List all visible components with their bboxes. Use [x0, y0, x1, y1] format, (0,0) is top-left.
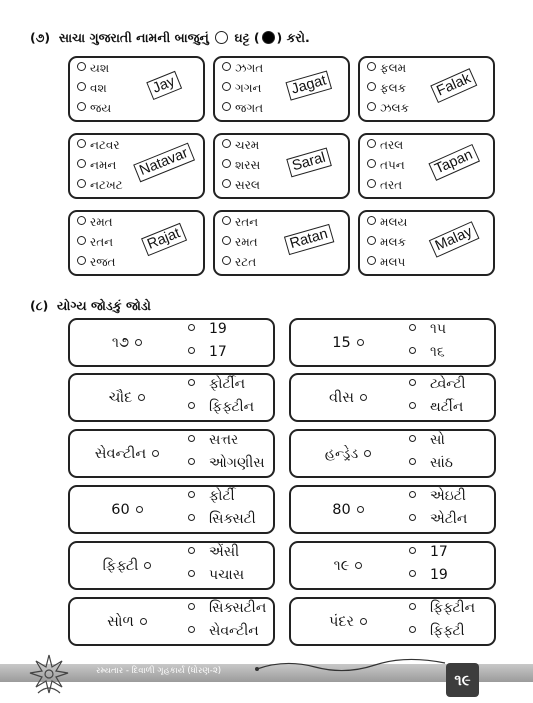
- match-right-label: સાંઠ: [430, 455, 453, 471]
- option-choice[interactable]: [77, 81, 107, 96]
- match-right-item[interactable]: [409, 399, 463, 415]
- option-choice[interactable]: [367, 215, 407, 230]
- match-right-label: ફિફ્ટી: [430, 623, 465, 639]
- radio-circle-icon[interactable]: [367, 159, 376, 168]
- match-dot-icon[interactable]: [355, 562, 362, 569]
- radio-circle-icon[interactable]: [222, 102, 231, 111]
- match-dot-icon[interactable]: [188, 402, 195, 409]
- match-box: [289, 318, 496, 367]
- match-left-label: વીસ: [329, 389, 354, 406]
- radio-circle-icon[interactable]: [77, 62, 86, 71]
- match-right-item[interactable]: [188, 376, 245, 392]
- option-label: ફલક: [380, 81, 407, 95]
- match-dot-icon[interactable]: [409, 626, 416, 633]
- match-dot-icon[interactable]: [360, 394, 367, 401]
- footer-text: રમ્યતાર - દિવાળી ગૃહકાર્ય (ધોરણ-૨): [96, 666, 222, 676]
- match-right-label: 17: [430, 544, 448, 560]
- radio-circle-icon[interactable]: [367, 82, 376, 91]
- match-left-item[interactable]: [297, 320, 399, 365]
- match-dot-icon[interactable]: [144, 562, 151, 569]
- option-label: વશ: [90, 81, 107, 95]
- option-box: [68, 133, 205, 199]
- radio-circle-icon[interactable]: [77, 256, 86, 265]
- match-right-item[interactable]: [188, 399, 254, 415]
- option-label: ઝગત: [235, 61, 264, 75]
- radio-circle-icon[interactable]: [77, 179, 86, 188]
- match-right-item[interactable]: [409, 623, 465, 639]
- radio-circle-icon[interactable]: [367, 236, 376, 245]
- option-label: તરત: [380, 178, 403, 192]
- english-name-tag: Jay: [146, 71, 181, 100]
- option-choice[interactable]: [222, 255, 256, 270]
- option-choice[interactable]: [77, 158, 116, 173]
- match-right-label: ટ્વેન્ટી: [430, 376, 466, 392]
- option-choice[interactable]: [77, 61, 109, 76]
- option-choice[interactable]: [367, 255, 405, 270]
- match-right-label: એઇટી: [430, 488, 466, 504]
- match-dot-icon[interactable]: [409, 570, 416, 577]
- q8-text: યોગ્ય જોડકું જોડો: [57, 298, 151, 313]
- option-choice[interactable]: [367, 158, 405, 173]
- match-left-item[interactable]: [297, 599, 399, 644]
- match-right-item[interactable]: [188, 455, 265, 471]
- page-number: ૧૯: [446, 663, 479, 697]
- option-choice[interactable]: [367, 178, 402, 193]
- match-left-label: 80: [332, 501, 351, 518]
- option-label: નટવર: [90, 138, 120, 152]
- radio-circle-icon[interactable]: [367, 62, 376, 71]
- option-choice[interactable]: [222, 178, 260, 193]
- match-right-label: સિક્સટીન: [209, 600, 267, 616]
- option-label: રમત: [90, 215, 113, 229]
- option-box: [358, 210, 495, 276]
- radio-circle-icon[interactable]: [367, 216, 376, 225]
- match-dot-icon[interactable]: [188, 570, 195, 577]
- match-right-label: થર્ટીન: [430, 399, 464, 415]
- empty-circle-icon: [215, 31, 228, 44]
- radio-circle-icon[interactable]: [367, 139, 376, 148]
- option-choice[interactable]: [77, 215, 113, 230]
- option-label: રતન: [90, 235, 114, 249]
- option-box: [213, 56, 350, 122]
- q8-instruction: [30, 298, 151, 314]
- option-choice[interactable]: [77, 255, 116, 270]
- option-choice[interactable]: [77, 178, 123, 193]
- match-right-item[interactable]: [409, 455, 453, 471]
- option-label: ફલમ: [380, 61, 407, 75]
- match-left-item[interactable]: [76, 543, 178, 588]
- match-right-item[interactable]: [188, 344, 227, 360]
- option-label: ઝલક: [380, 101, 409, 115]
- match-dot-icon[interactable]: [140, 618, 147, 625]
- match-dot-icon[interactable]: [409, 547, 416, 554]
- radio-circle-icon[interactable]: [222, 216, 231, 225]
- match-left-label: ૧૭: [111, 334, 130, 351]
- match-box: [289, 485, 496, 534]
- diwali-logo-icon: [28, 653, 70, 699]
- match-box: [289, 373, 496, 422]
- option-choice[interactable]: [77, 101, 111, 116]
- match-dot-icon[interactable]: [409, 379, 416, 386]
- match-right-item[interactable]: [409, 567, 448, 583]
- match-right-item[interactable]: [409, 321, 446, 337]
- match-left-label: સોળ: [107, 613, 134, 630]
- match-dot-icon[interactable]: [188, 626, 195, 633]
- match-dot-icon[interactable]: [188, 347, 195, 354]
- option-label: રટત: [235, 255, 257, 269]
- option-label: ગગન: [235, 81, 262, 95]
- match-right-label: 19: [430, 567, 448, 583]
- match-dot-icon[interactable]: [409, 603, 416, 610]
- match-left-item[interactable]: [76, 599, 178, 644]
- radio-circle-icon[interactable]: [222, 139, 231, 148]
- match-right-label: સત્તર: [209, 432, 239, 448]
- match-right-item[interactable]: [409, 432, 445, 448]
- match-box: [68, 541, 275, 590]
- option-label: રજત: [90, 255, 116, 269]
- option-label: જગત: [235, 101, 264, 115]
- option-choice[interactable]: [367, 138, 403, 153]
- match-right-item[interactable]: [409, 511, 467, 527]
- match-dot-icon[interactable]: [188, 514, 195, 521]
- match-left-label: ૧૯: [333, 557, 350, 574]
- match-dot-icon[interactable]: [188, 458, 195, 465]
- match-right-label: ઓગણીસ: [209, 455, 265, 471]
- option-choice[interactable]: [77, 235, 113, 250]
- match-dot-icon[interactable]: [188, 435, 195, 442]
- option-label: શરસ: [235, 158, 261, 172]
- match-right-label: ફિફ્ટીન: [209, 399, 255, 415]
- option-label: રતન: [235, 215, 259, 229]
- option-box: [213, 133, 350, 199]
- match-dot-icon[interactable]: [188, 324, 195, 331]
- match-dot-icon[interactable]: [152, 450, 159, 457]
- option-choice[interactable]: [222, 138, 259, 153]
- match-right-label: ૧૬: [430, 344, 445, 360]
- match-dot-icon[interactable]: [360, 618, 367, 625]
- radio-circle-icon[interactable]: [367, 256, 376, 265]
- english-name-tag: Jagat: [285, 70, 332, 100]
- option-choice[interactable]: [367, 235, 406, 250]
- q7-text-end: ) કરો.: [276, 30, 310, 45]
- match-right-item[interactable]: [188, 488, 235, 504]
- match-dot-icon[interactable]: [188, 379, 195, 386]
- option-label: યશ: [90, 61, 110, 75]
- match-right-label: ફોર્ટીન: [209, 376, 246, 392]
- match-right-item[interactable]: [188, 544, 239, 560]
- match-dot-icon[interactable]: [136, 506, 143, 513]
- radio-circle-icon[interactable]: [222, 256, 231, 265]
- option-choice[interactable]: [367, 101, 409, 116]
- match-dot-icon[interactable]: [357, 339, 364, 346]
- match-dot-icon[interactable]: [409, 491, 416, 498]
- match-dot-icon[interactable]: [357, 506, 364, 513]
- match-left-item[interactable]: [297, 487, 399, 532]
- radio-circle-icon[interactable]: [367, 179, 376, 188]
- filled-circle-icon: [262, 31, 275, 44]
- match-box: [289, 597, 496, 646]
- radio-circle-icon[interactable]: [222, 159, 231, 168]
- match-right-label: 17: [209, 344, 227, 360]
- option-box: [358, 56, 495, 122]
- match-right-label: સેવન્ટીન: [209, 623, 259, 639]
- radio-circle-icon[interactable]: [77, 139, 86, 148]
- match-right-label: એંસી: [209, 544, 240, 560]
- option-label: ચરમ: [235, 138, 260, 152]
- option-choice[interactable]: [222, 61, 263, 76]
- match-right-item[interactable]: [188, 432, 238, 448]
- radio-circle-icon[interactable]: [222, 236, 231, 245]
- option-choice[interactable]: [367, 81, 406, 96]
- q7-instruction: [30, 30, 310, 46]
- option-box: [68, 210, 205, 276]
- match-dot-icon[interactable]: [409, 402, 416, 409]
- match-right-item[interactable]: [409, 544, 448, 560]
- match-dot-icon[interactable]: [188, 547, 195, 554]
- radio-circle-icon[interactable]: [222, 62, 231, 71]
- match-dot-icon[interactable]: [409, 324, 416, 331]
- match-box: [68, 373, 275, 422]
- match-dot-icon[interactable]: [409, 458, 416, 465]
- radio-circle-icon[interactable]: [222, 82, 231, 91]
- option-choice[interactable]: [222, 101, 263, 116]
- decorative-wire-icon: [255, 655, 455, 679]
- option-label: મલપ: [380, 255, 406, 269]
- option-box: [213, 210, 350, 276]
- option-label: મલય: [380, 215, 408, 229]
- radio-circle-icon[interactable]: [77, 82, 86, 91]
- match-right-item[interactable]: [409, 488, 466, 504]
- match-box: [289, 541, 496, 590]
- match-right-label: એટીન: [430, 511, 468, 527]
- option-label: નટખટ: [90, 178, 123, 192]
- option-choice[interactable]: [222, 235, 258, 250]
- option-label: સરલ: [235, 178, 260, 192]
- english-name-tag: Rajat: [141, 223, 187, 256]
- match-right-item[interactable]: [409, 344, 445, 360]
- match-left-item[interactable]: [76, 320, 178, 365]
- match-left-item[interactable]: [76, 487, 178, 532]
- match-box: [68, 485, 275, 534]
- english-name-tag: Tapan: [428, 144, 479, 181]
- match-box: [68, 429, 275, 478]
- option-label: તરલ: [380, 138, 404, 152]
- match-box: [68, 318, 275, 367]
- match-right-item[interactable]: [188, 623, 259, 639]
- option-choice[interactable]: [222, 81, 261, 96]
- match-box: [289, 429, 496, 478]
- match-right-label: પચાસ: [209, 567, 245, 583]
- match-left-item[interactable]: [76, 375, 178, 420]
- match-left-label: 60: [111, 501, 130, 518]
- match-left-item[interactable]: [297, 543, 399, 588]
- match-dot-icon[interactable]: [135, 339, 142, 346]
- match-right-label: ફોર્ટી: [209, 488, 235, 504]
- english-name-tag: Natavar: [133, 143, 195, 183]
- match-right-label: ફિફ્ટીન: [430, 600, 476, 616]
- option-choice[interactable]: [222, 215, 258, 230]
- match-left-label: ફિફ્ટી: [102, 557, 139, 574]
- option-label: જય: [90, 101, 112, 115]
- option-label: તપન: [380, 158, 405, 172]
- option-label: રમત: [235, 235, 258, 249]
- match-right-item[interactable]: [188, 321, 227, 337]
- option-box: [68, 56, 205, 122]
- option-box: [358, 133, 495, 199]
- match-right-item[interactable]: [409, 376, 465, 392]
- match-left-item[interactable]: [76, 431, 178, 476]
- match-right-item[interactable]: [409, 600, 475, 616]
- option-label: નમન: [90, 158, 117, 172]
- option-choice[interactable]: [77, 138, 120, 153]
- radio-circle-icon[interactable]: [77, 236, 86, 245]
- match-dot-icon[interactable]: [138, 394, 145, 401]
- match-left-label: સેવન્ટીન: [94, 445, 147, 462]
- radio-circle-icon[interactable]: [222, 179, 231, 188]
- match-right-label: સો: [430, 432, 445, 448]
- english-name-tag: Falak: [430, 68, 477, 103]
- match-right-label: 19: [209, 321, 227, 337]
- radio-circle-icon[interactable]: [77, 159, 86, 168]
- english-name-tag: Malay: [429, 221, 479, 257]
- match-left-label: હન્ડ્રેડ: [324, 445, 359, 462]
- match-dot-icon[interactable]: [364, 450, 371, 457]
- match-dot-icon[interactable]: [188, 603, 195, 610]
- match-right-label: ૧૫: [430, 321, 447, 337]
- match-right-item[interactable]: [188, 600, 266, 616]
- radio-circle-icon[interactable]: [77, 216, 86, 225]
- option-label: મલક: [380, 235, 407, 249]
- match-right-label: સિક્સટી: [209, 511, 256, 527]
- option-choice[interactable]: [222, 158, 260, 173]
- match-left-item[interactable]: [297, 375, 399, 420]
- match-dot-icon[interactable]: [188, 491, 195, 498]
- match-left-item[interactable]: [297, 431, 399, 476]
- match-box: [68, 597, 275, 646]
- match-left-label: પંદર: [328, 613, 354, 630]
- match-dot-icon[interactable]: [409, 347, 416, 354]
- match-left-label: 15: [332, 334, 351, 351]
- q8-number: (૮): [30, 298, 49, 313]
- english-name-tag: Ratan: [284, 224, 334, 255]
- q7-text: સાચા ગુજરાતી નામની બાજુનું: [58, 30, 209, 45]
- match-dot-icon[interactable]: [409, 435, 416, 442]
- match-right-item[interactable]: [188, 567, 244, 583]
- match-left-label: ચૌદ: [108, 389, 133, 406]
- q7-number: (૭): [30, 30, 51, 45]
- match-right-item[interactable]: [188, 511, 256, 527]
- match-dot-icon[interactable]: [409, 514, 416, 521]
- q7-text-mid: ઘટ્ટ (: [234, 30, 260, 45]
- english-name-tag: Saral: [286, 148, 331, 178]
- radio-circle-icon[interactable]: [77, 102, 86, 111]
- option-choice[interactable]: [367, 61, 406, 76]
- radio-circle-icon[interactable]: [367, 102, 376, 111]
